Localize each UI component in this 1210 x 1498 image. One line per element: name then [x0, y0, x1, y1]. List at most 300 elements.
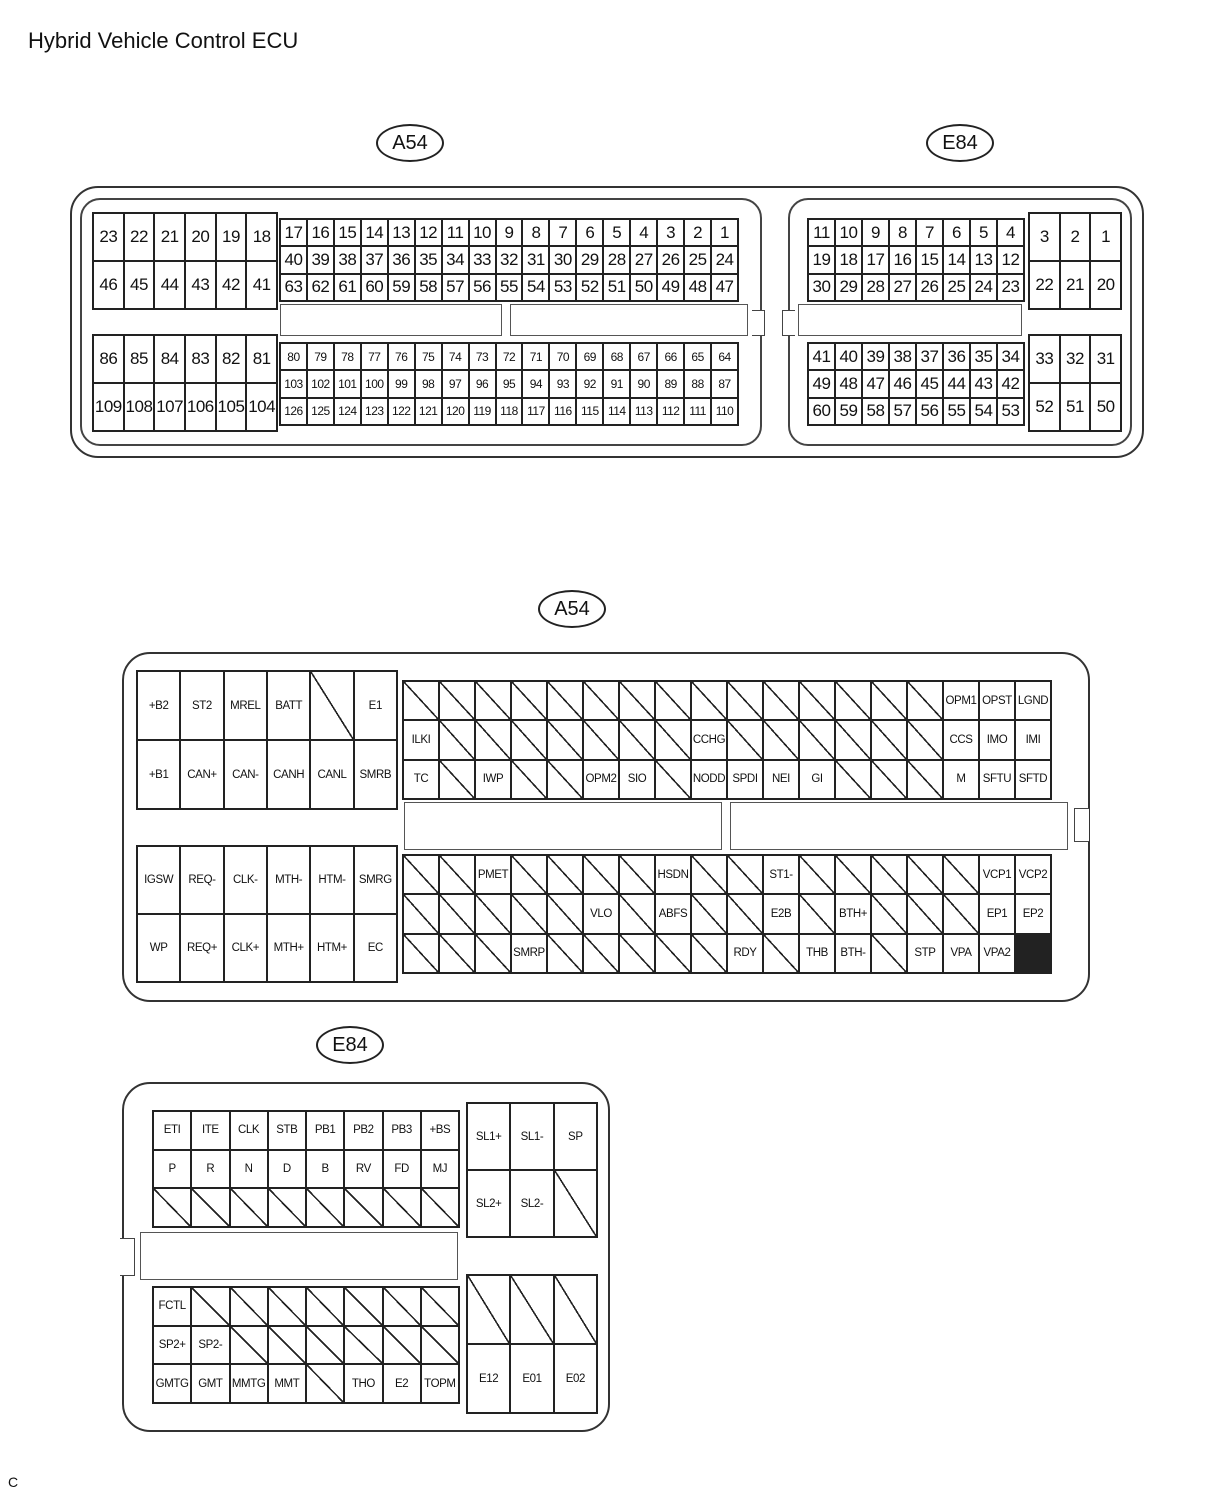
unused-terminal [231, 1189, 267, 1226]
terminal-cell: 63 [281, 275, 306, 300]
terminal-cell: 39 [308, 247, 333, 272]
terminal-cell: VCP1 [980, 856, 1014, 893]
terminal-cell: GMT [192, 1365, 228, 1402]
terminal-cell: 17 [281, 220, 306, 245]
unused-terminal [836, 682, 870, 719]
e84-right-lower-terminals [466, 1274, 598, 1414]
terminal-cell: 55 [944, 399, 969, 424]
terminal-cell: 25 [944, 275, 969, 300]
terminal-cell: BATT [268, 672, 309, 739]
terminal-cell: HTM- [311, 847, 352, 913]
terminal-cell: 61 [335, 275, 360, 300]
terminal-cell: 42 [217, 262, 246, 308]
e84-top-left-upper-grid [807, 218, 1025, 302]
terminal-cell: 56 [470, 275, 495, 300]
unused-terminal [384, 1189, 420, 1226]
terminal-cell: 60 [809, 399, 834, 424]
unused-terminal [800, 721, 834, 758]
terminal-cell: 54 [971, 399, 996, 424]
unused-terminal [440, 935, 474, 972]
terminal-cell: IGSW [138, 847, 179, 913]
unused-terminal [800, 682, 834, 719]
terminal-cell: 31 [1091, 336, 1120, 382]
terminal-cell: PB1 [307, 1112, 343, 1149]
unused-terminal [872, 895, 906, 932]
terminal-cell: 84 [155, 336, 184, 382]
terminal-cell: 23 [94, 214, 123, 260]
terminal-cell: OPM1 [944, 682, 978, 719]
unused-terminal [345, 1288, 381, 1325]
unused-terminal [422, 1189, 458, 1226]
terminal-cell: 31 [523, 247, 548, 272]
terminal-cell: EP1 [980, 895, 1014, 932]
unused-terminal [192, 1288, 228, 1325]
terminal-cell: 122 [389, 399, 414, 424]
terminal-cell: 47 [863, 371, 888, 396]
terminal-cell: RV [345, 1151, 381, 1188]
e84-top-key [782, 310, 795, 336]
unused-terminal [800, 856, 834, 893]
unused-terminal [404, 895, 438, 932]
terminal-cell: MTH- [268, 847, 309, 913]
terminal-cell: WP [138, 915, 179, 981]
e84-top-slot [798, 304, 1022, 336]
terminal-cell: 93 [550, 371, 575, 396]
terminal-cell: 120 [443, 399, 468, 424]
unused-terminal [908, 682, 942, 719]
terminal-cell: 7 [917, 220, 942, 245]
terminal-cell: VCP2 [1016, 856, 1050, 893]
terminal-cell: 44 [155, 262, 184, 308]
terminal-cell: E2 [384, 1365, 420, 1402]
terminal-cell: 42 [998, 371, 1023, 396]
unused-terminal [476, 935, 510, 972]
unused-terminal [836, 856, 870, 893]
terminal-cell: 38 [335, 247, 360, 272]
terminal-cell: 92 [577, 371, 602, 396]
unused-terminal [656, 761, 690, 798]
terminal-cell: 80 [281, 344, 306, 369]
e84-left-lower-terminals [152, 1286, 460, 1404]
terminal-cell: 82 [217, 336, 246, 382]
terminal-cell: CLK+ [225, 915, 266, 981]
unused-terminal [764, 721, 798, 758]
unused-terminal [307, 1327, 343, 1364]
terminal-cell: SL1- [511, 1104, 552, 1169]
terminal-cell: VPA [944, 935, 978, 972]
terminal-cell: 118 [497, 399, 522, 424]
terminal-cell: GI [800, 761, 834, 798]
unused-terminal [512, 721, 546, 758]
unused-terminal [269, 1189, 305, 1226]
terminal-cell: SMRP [512, 935, 546, 972]
terminal-cell: N [231, 1151, 267, 1188]
a54-terminal-key [1074, 808, 1089, 842]
terminal-cell: 49 [658, 275, 683, 300]
terminal-cell: 23 [998, 275, 1023, 300]
terminal-cell: 9 [863, 220, 888, 245]
terminal-cell: 46 [94, 262, 123, 308]
terminal-cell: SL2- [511, 1171, 552, 1236]
unused-terminal [872, 721, 906, 758]
terminal-cell: +B1 [138, 741, 179, 808]
terminal-cell: 24 [971, 275, 996, 300]
unused-terminal [512, 761, 546, 798]
unused-terminal [440, 682, 474, 719]
terminal-cell: R [192, 1151, 228, 1188]
terminal-cell: E01 [511, 1345, 552, 1412]
terminal-cell: 29 [577, 247, 602, 272]
terminal-cell: 28 [863, 275, 888, 300]
terminal-cell: 83 [186, 336, 215, 382]
terminal-cell: SP2- [192, 1327, 228, 1364]
terminal-cell: 4 [631, 220, 656, 245]
a54-top-left-lower-grid [92, 334, 278, 432]
terminal-cell: ITE [192, 1112, 228, 1149]
unused-terminal [404, 856, 438, 893]
terminal-cell: 103 [281, 371, 306, 396]
unused-terminal [555, 1276, 596, 1343]
terminal-cell: THB [800, 935, 834, 972]
figure-code: C [8, 1474, 19, 1490]
terminal-cell: 26 [917, 275, 942, 300]
unused-terminal [440, 761, 474, 798]
terminal-cell: 66 [658, 344, 683, 369]
terminal-cell: 59 [836, 399, 861, 424]
terminal-cell: 5 [604, 220, 629, 245]
unused-terminal [620, 721, 654, 758]
unused-terminal [944, 895, 978, 932]
e84-top-right-upper-grid [1028, 212, 1122, 310]
terminal-cell: 100 [362, 371, 387, 396]
terminal-cell: HTM+ [311, 915, 352, 981]
unused-terminal [345, 1189, 381, 1226]
terminal-cell: B [307, 1151, 343, 1188]
connector-label-a54-top: A54 [376, 124, 444, 162]
terminal-cell: 11 [443, 220, 468, 245]
terminal-cell: 123 [362, 399, 387, 424]
terminal-cell: 20 [1091, 262, 1120, 308]
terminal-cell: PB3 [384, 1112, 420, 1149]
a54-left-upper-terminals [136, 670, 398, 810]
terminal-cell: SFTD [1016, 761, 1050, 798]
unused-terminal [836, 761, 870, 798]
unused-terminal [345, 1327, 381, 1364]
terminal-cell: +BS [422, 1112, 458, 1149]
terminal-cell: 43 [971, 371, 996, 396]
unused-terminal [269, 1327, 305, 1364]
terminal-cell: REQ- [181, 847, 222, 913]
terminal-cell: 62 [308, 275, 333, 300]
a54-terminal-slot-left [404, 802, 722, 850]
unused-terminal [404, 682, 438, 719]
terminal-cell: EC [355, 915, 396, 981]
terminal-cell: 81 [247, 336, 276, 382]
terminal-cell: 52 [577, 275, 602, 300]
unused-terminal [548, 761, 582, 798]
unused-terminal [307, 1365, 343, 1402]
terminal-cell: 33 [470, 247, 495, 272]
unused-terminal [548, 895, 582, 932]
terminal-cell: 86 [94, 336, 123, 382]
unused-terminal [231, 1288, 267, 1325]
terminal-cell: 30 [550, 247, 575, 272]
unused-terminal [468, 1276, 509, 1343]
unused-terminal [192, 1189, 228, 1226]
terminal-cell: 117 [523, 399, 548, 424]
terminal-cell: 68 [604, 344, 629, 369]
terminal-cell: 45 [917, 371, 942, 396]
terminal-cell: 65 [685, 344, 710, 369]
terminal-cell: 89 [658, 371, 683, 396]
terminal-cell: 40 [836, 344, 861, 369]
terminal-cell: 22 [1030, 262, 1059, 308]
terminal-cell: SMRB [355, 741, 396, 808]
terminal-cell: 53 [998, 399, 1023, 424]
terminal-cell: M [944, 761, 978, 798]
unused-terminal [836, 721, 870, 758]
a54-left-lower-terminals [136, 845, 398, 983]
terminal-cell: 79 [308, 344, 333, 369]
terminal-cell: 54 [523, 275, 548, 300]
terminal-cell: 32 [497, 247, 522, 272]
terminal-cell: 19 [217, 214, 246, 260]
terminal-cell: 20 [186, 214, 215, 260]
terminal-cell: 50 [631, 275, 656, 300]
terminal-cell: 113 [631, 399, 656, 424]
unused-terminal [476, 682, 510, 719]
terminal-cell: 39 [863, 344, 888, 369]
terminal-cell: 3 [658, 220, 683, 245]
terminal-cell: 1 [1091, 214, 1120, 260]
a54-top-key [752, 310, 765, 336]
unused-terminal [728, 682, 762, 719]
terminal-cell: GMTG [154, 1365, 190, 1402]
unused-terminal [512, 895, 546, 932]
unused-terminal [555, 1171, 596, 1236]
terminal-cell: 8 [890, 220, 915, 245]
terminal-cell: 101 [335, 371, 360, 396]
terminal-cell: 18 [247, 214, 276, 260]
terminal-cell: ETI [154, 1112, 190, 1149]
unused-terminal [728, 856, 762, 893]
terminal-cell: 125 [308, 399, 333, 424]
terminal-cell: SL2+ [468, 1171, 509, 1236]
unused-terminal [908, 895, 942, 932]
terminal-cell: 18 [836, 247, 861, 272]
terminal-cell: 13 [971, 247, 996, 272]
terminal-cell: SMRG [355, 847, 396, 913]
terminal-cell: 97 [443, 371, 468, 396]
terminal-cell: 70 [550, 344, 575, 369]
unused-terminal [728, 895, 762, 932]
terminal-cell: 124 [335, 399, 360, 424]
terminal-cell: CAN+ [181, 741, 222, 808]
terminal-cell: 51 [1061, 384, 1090, 430]
terminal-cell: 43 [186, 262, 215, 308]
terminal-cell: CAN- [225, 741, 266, 808]
terminal-cell: 59 [389, 275, 414, 300]
terminal-cell: 48 [685, 275, 710, 300]
terminal-cell: MREL [225, 672, 266, 739]
terminal-cell: FD [384, 1151, 420, 1188]
terminal-cell: IMO [980, 721, 1014, 758]
unused-terminal [692, 856, 726, 893]
terminal-cell: 7 [550, 220, 575, 245]
terminal-cell: 60 [362, 275, 387, 300]
unused-terminal [548, 935, 582, 972]
terminal-cell: 44 [944, 371, 969, 396]
terminal-cell: CCHG [692, 721, 726, 758]
terminal-cell: 88 [685, 371, 710, 396]
terminal-cell: CCS [944, 721, 978, 758]
terminal-cell: 27 [631, 247, 656, 272]
terminal-cell: CANL [311, 741, 352, 808]
terminal-cell: 116 [550, 399, 575, 424]
terminal-cell: E2B [764, 895, 798, 932]
terminal-cell: OPST [980, 682, 1014, 719]
unused-terminal [512, 682, 546, 719]
terminal-cell: ILKI [404, 721, 438, 758]
connector-label-e84-top: E84 [926, 124, 994, 162]
terminal-cell: NEI [764, 761, 798, 798]
terminal-cell: 15 [917, 247, 942, 272]
terminal-cell: 52 [1030, 384, 1059, 430]
terminal-cell: 34 [443, 247, 468, 272]
unused-terminal [307, 1288, 343, 1325]
terminal-cell: 71 [523, 344, 548, 369]
terminal-cell: +B2 [138, 672, 179, 739]
terminal-cell: SL1+ [468, 1104, 509, 1169]
terminal-cell: MJ [422, 1151, 458, 1188]
unused-terminal [692, 895, 726, 932]
unused-terminal [908, 761, 942, 798]
unused-terminal [404, 935, 438, 972]
terminal-cell: IWP [476, 761, 510, 798]
terminal-cell: 16 [308, 220, 333, 245]
e84-top-right-lower-grid [1028, 334, 1122, 432]
terminal-cell: 50 [1091, 384, 1120, 430]
terminal-cell: 55 [497, 275, 522, 300]
unused-terminal [476, 721, 510, 758]
terminal-cell: HSDN [656, 856, 690, 893]
unused-terminal [872, 682, 906, 719]
terminal-cell: 17 [863, 247, 888, 272]
terminal-cell: 72 [497, 344, 522, 369]
terminal-cell: 75 [416, 344, 441, 369]
terminal-cell: ST2 [181, 672, 222, 739]
unused-terminal [692, 682, 726, 719]
e84-right-upper-terminals [466, 1102, 598, 1238]
unused-terminal [620, 682, 654, 719]
terminal-cell: EP2 [1016, 895, 1050, 932]
terminal-cell: NODD [692, 761, 726, 798]
terminal-cell: THO [345, 1365, 381, 1402]
terminal-cell: VPA2 [980, 935, 1014, 972]
terminal-cell: 108 [125, 384, 154, 430]
unused-terminal [728, 721, 762, 758]
terminal-cell: 119 [470, 399, 495, 424]
terminal-cell: 38 [890, 344, 915, 369]
terminal-cell: 40 [281, 247, 306, 272]
terminal-cell: SIO [620, 761, 654, 798]
terminal-cell: CLK- [225, 847, 266, 913]
unused-terminal [584, 682, 618, 719]
terminal-cell: 106 [186, 384, 215, 430]
unused-terminal [692, 935, 726, 972]
terminal-cell: 14 [362, 220, 387, 245]
terminal-cell: PMET [476, 856, 510, 893]
terminal-cell: P [154, 1151, 190, 1188]
terminal-cell: 99 [389, 371, 414, 396]
terminal-cell: 10 [470, 220, 495, 245]
e84-top-left-lower-grid [807, 342, 1025, 426]
unused-terminal [548, 682, 582, 719]
terminal-cell: 48 [836, 371, 861, 396]
terminal-cell: 21 [155, 214, 184, 260]
a54-top-slot-left [280, 304, 502, 336]
terminal-cell: PB2 [345, 1112, 381, 1149]
terminal-cell: 87 [712, 371, 737, 396]
terminal-cell: E02 [555, 1345, 596, 1412]
terminal-cell: 6 [944, 220, 969, 245]
unused-terminal [764, 935, 798, 972]
unused-terminal [269, 1288, 305, 1325]
terminal-cell: 115 [577, 399, 602, 424]
terminal-cell: RDY [728, 935, 762, 972]
terminal-cell: 74 [443, 344, 468, 369]
terminal-cell: 12 [416, 220, 441, 245]
terminal-cell: FCTL [154, 1288, 190, 1325]
terminal-cell: E1 [355, 672, 396, 739]
terminal-cell: 111 [685, 399, 710, 424]
unused-terminal [656, 721, 690, 758]
terminal-cell: 53 [550, 275, 575, 300]
terminal-cell: 16 [890, 247, 915, 272]
terminal-cell: MMT [269, 1365, 305, 1402]
unused-terminal [512, 856, 546, 893]
terminal-cell: 102 [308, 371, 333, 396]
e84-terminal-slot [140, 1232, 458, 1280]
terminal-cell: 67 [631, 344, 656, 369]
terminal-cell: 110 [712, 399, 737, 424]
terminal-cell: 12 [998, 247, 1023, 272]
terminal-cell: 69 [577, 344, 602, 369]
terminal-cell: SFTU [980, 761, 1014, 798]
unused-terminal [872, 761, 906, 798]
page-title: Hybrid Vehicle Control ECU [28, 28, 299, 53]
terminal-cell: 76 [389, 344, 414, 369]
terminal-cell: 64 [712, 344, 737, 369]
terminal-cell: 22 [125, 214, 154, 260]
terminal-cell: 19 [809, 247, 834, 272]
terminal-cell: 28 [604, 247, 629, 272]
terminal-cell: 2 [685, 220, 710, 245]
a54-top-left-upper-grid [92, 212, 278, 310]
terminal-cell: 6 [577, 220, 602, 245]
a54-right-upper-terminals [402, 680, 1052, 800]
terminal-cell: SP2+ [154, 1327, 190, 1364]
unused-terminal [440, 895, 474, 932]
terminal-cell: 27 [890, 275, 915, 300]
terminal-cell: E12 [468, 1345, 509, 1412]
terminal-cell: TC [404, 761, 438, 798]
terminal-cell: 46 [890, 371, 915, 396]
terminal-cell: 35 [971, 344, 996, 369]
terminal-cell: 3 [1030, 214, 1059, 260]
terminal-cell: REQ+ [181, 915, 222, 981]
unused-terminal [311, 672, 352, 739]
